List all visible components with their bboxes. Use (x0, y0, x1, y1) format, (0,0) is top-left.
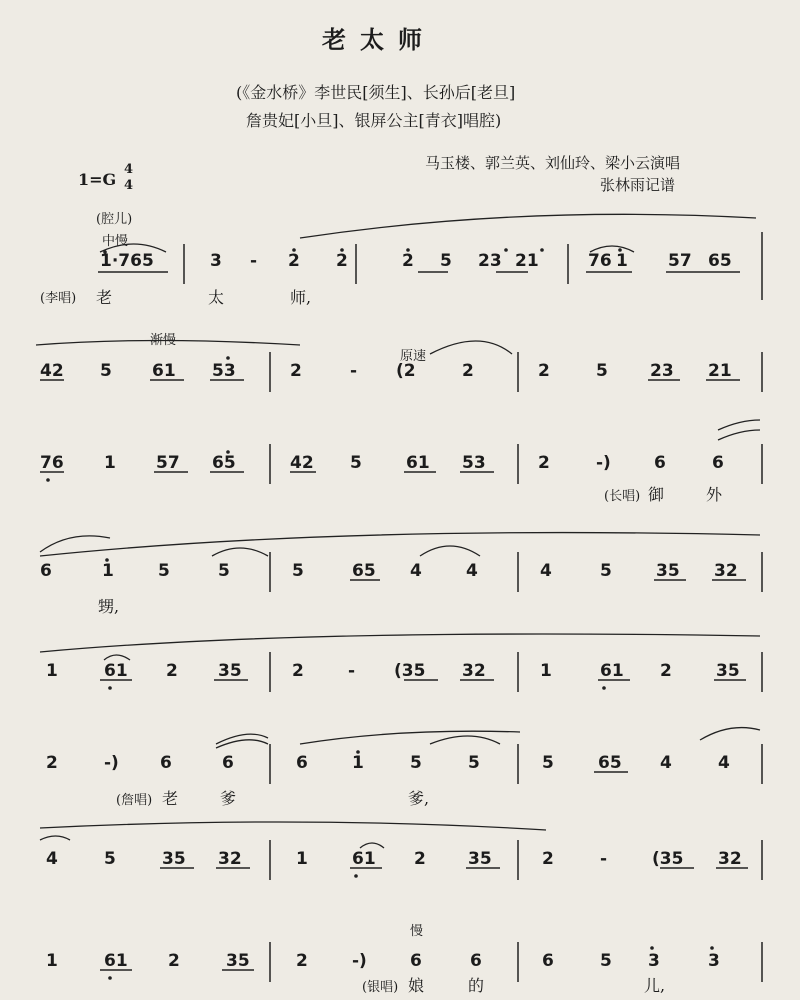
note: 6 (470, 951, 482, 971)
note: 5 (596, 361, 608, 381)
lyric: 爹, (408, 789, 430, 808)
note: 1 (540, 661, 552, 681)
note: 61 (600, 661, 624, 681)
note: 2 (292, 661, 304, 681)
lyric: 甥, (98, 597, 120, 616)
note: 6 (40, 561, 52, 581)
note: 2 (296, 951, 308, 971)
tempo-mark-qiang: (腔儿) (96, 212, 133, 227)
lyric: 御 (648, 485, 665, 504)
note: 5 (468, 753, 480, 773)
note: 61 (406, 453, 430, 473)
note: 57 (156, 453, 180, 473)
lyric: 爹 (220, 789, 237, 808)
note: 3 (708, 951, 720, 971)
singer-role: (长唱) (604, 489, 641, 504)
note: 1·765 (100, 251, 154, 271)
note: 2 (538, 453, 550, 473)
note: 1 (352, 753, 364, 773)
note: -) (352, 951, 367, 971)
note: 5 (350, 453, 362, 473)
note: 5 (158, 561, 170, 581)
lyric: 的 (468, 976, 485, 995)
note: 6 (160, 753, 172, 773)
note: 65 (352, 561, 376, 581)
note: 6 (542, 951, 554, 971)
note: 35 (226, 951, 250, 971)
note: - (348, 661, 356, 681)
note: 1 (616, 251, 628, 271)
note: 32 (462, 661, 486, 681)
note: 1 (46, 951, 58, 971)
note: 3 (210, 251, 222, 271)
lyric: 老 (162, 789, 179, 808)
note: 57 (668, 251, 692, 271)
lyric: 老 (96, 288, 113, 307)
note: 2 (46, 753, 58, 773)
note: 65 (212, 453, 236, 473)
note: 2 (288, 251, 300, 271)
note: 5 (100, 361, 112, 381)
note: 4 (540, 561, 552, 581)
note: 61 (104, 951, 128, 971)
note: 4 (466, 561, 478, 581)
note: 76 (40, 453, 64, 473)
note: 6 (654, 453, 666, 473)
note: 61 (152, 361, 176, 381)
note: 6 (222, 753, 234, 773)
note: - (600, 849, 608, 869)
note: 32 (718, 849, 742, 869)
note: 3 (648, 951, 660, 971)
note: 5 (218, 561, 230, 581)
note: 21 (708, 361, 732, 381)
note: (35 (652, 849, 684, 869)
lyric: 娘 (408, 976, 425, 995)
subtitle-line-1: (《金水桥》李世民[须生]、长孙后[老旦] (236, 83, 516, 102)
singer-role: (詹唱) (116, 793, 153, 808)
note: 2 (290, 361, 302, 381)
note: 2 (336, 251, 348, 271)
lyric: 师, (290, 288, 312, 307)
note: 65 (708, 251, 732, 271)
note: 1 (104, 453, 116, 473)
page-title: 老太师 (322, 25, 436, 54)
transcriber-credit: 张林雨记谱 (600, 176, 676, 194)
note: 5 (440, 251, 452, 271)
note: -) (104, 753, 119, 773)
subtitle-line-2: 詹贵妃[小旦]、银屏公主[青衣]唱腔) (246, 111, 502, 130)
note: 2 (538, 361, 550, 381)
note: 1 (102, 561, 114, 581)
note: 2 (660, 661, 672, 681)
note: 53 (212, 361, 236, 381)
key-signature: 1=G (78, 170, 117, 189)
note: 76 (588, 251, 612, 271)
note: 35 (218, 661, 242, 681)
note: 2 (542, 849, 554, 869)
note: - (250, 251, 258, 271)
note: 1 (296, 849, 308, 869)
note: 23 (650, 361, 674, 381)
note: 42 (40, 361, 64, 381)
tempo-mark-yuansu: 原速 (400, 349, 427, 364)
note: - (350, 361, 358, 381)
note: 5 (600, 561, 612, 581)
note: 32 (218, 849, 242, 869)
lyric: 外 (706, 485, 723, 504)
note: 6 (410, 951, 422, 971)
note: 32 (714, 561, 738, 581)
note: 6 (712, 453, 724, 473)
note: 23 (478, 251, 502, 271)
note: 21 (515, 251, 539, 271)
note: -) (596, 453, 611, 473)
note: 5 (542, 753, 554, 773)
singer-role: (银唱) (362, 980, 399, 995)
time-signature-top: 4 (124, 162, 134, 177)
note: 5 (600, 951, 612, 971)
note: 5 (104, 849, 116, 869)
singer-role: (李唱) (40, 291, 77, 306)
note: (35 (394, 661, 426, 681)
tempo-mark-man: 慢 (410, 924, 424, 939)
note: 4 (46, 849, 58, 869)
note: 61 (104, 661, 128, 681)
note: 35 (162, 849, 186, 869)
performers-credit: 马玉楼、郭兰英、刘仙玲、梁小云演唱 (425, 154, 681, 172)
note: 35 (716, 661, 740, 681)
lyric: 儿, (644, 976, 666, 995)
note: 2 (462, 361, 474, 381)
lyric: 太 (208, 288, 225, 307)
note: 5 (410, 753, 422, 773)
note: 2 (166, 661, 178, 681)
tempo-mark-zhongman: 中慢 (102, 234, 129, 249)
note: 1 (46, 661, 58, 681)
note: 2 (402, 251, 414, 271)
note: 2 (168, 951, 180, 971)
note: 2 (414, 849, 426, 869)
tempo-mark-jianman: 渐慢 (150, 333, 177, 348)
note: 5 (292, 561, 304, 581)
note: (2 (396, 361, 416, 381)
note: 65 (598, 753, 622, 773)
note: 6 (296, 753, 308, 773)
note: 35 (468, 849, 492, 869)
note: 4 (718, 753, 730, 773)
note: 42 (290, 453, 314, 473)
note: 4 (410, 561, 422, 581)
note: 4 (660, 753, 672, 773)
note: 35 (656, 561, 680, 581)
note: 53 (462, 453, 486, 473)
note: 61 (352, 849, 376, 869)
time-signature-bottom: 4 (124, 178, 134, 193)
